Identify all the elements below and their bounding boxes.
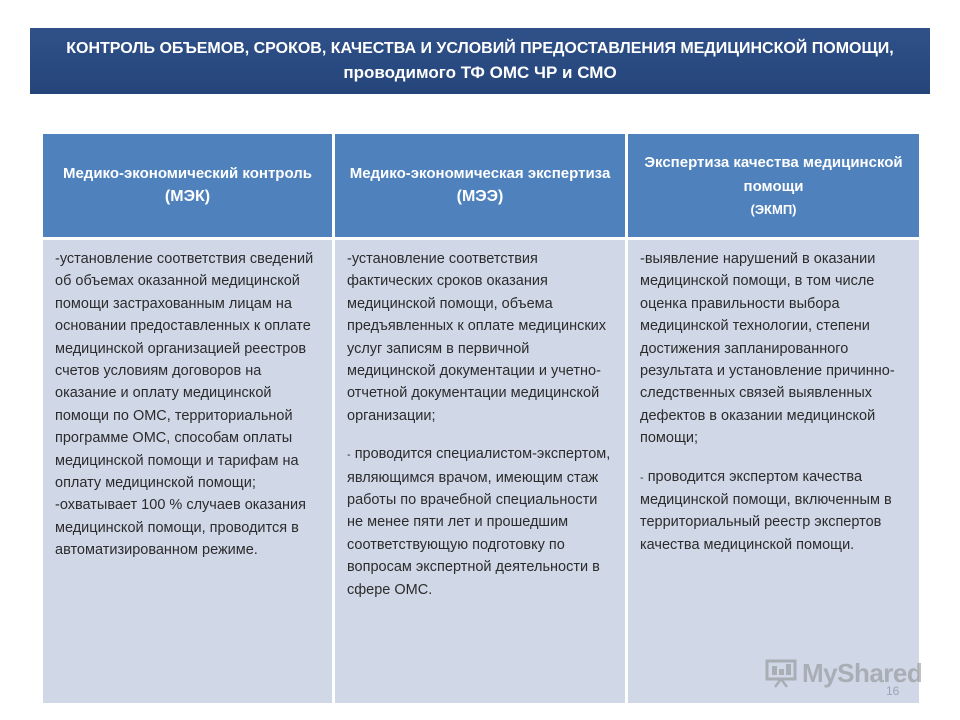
header-mek-abbr: (МЭК) [164, 187, 211, 205]
body-mee [335, 240, 625, 703]
comparison-table [43, 134, 919, 703]
header-ekmp [628, 134, 919, 237]
body-ekmp [628, 240, 919, 703]
header-ekmp-title: Экспертиза качества медицинской помощи [644, 153, 903, 195]
mee-paragraph-1: -установление соответствия фактических сроков оказания медицинской помощи, объема предъявленных к оплате медицинских услуг записям в первичной медицинской документации и учетно-отчетной документации медицинской организации; [347, 251, 607, 424]
header-mee-abbr: (МЭЭ) [456, 187, 504, 205]
watermark-text: MyShared [802, 657, 923, 688]
header-mee-title: Медико-экономическая экспертиза [349, 164, 611, 182]
mee-dash: - [347, 449, 351, 462]
body-mek [43, 240, 332, 703]
mek-paragraph-1: -установление соответствия сведений об объемах оказанной медицинской помощи застрахованным лицам на основании предоставленных к оплате медицинской организацией реестров счетов условиям договоров на оказание и оплату медицинской помощи по ОМС, территориальной программе ОМС, способам оплаты медицинской помощи и тарифам на оплату медицинской помощи; [55, 251, 314, 492]
ekmp-dash: - [640, 471, 644, 484]
ekmp-paragraph-2 [640, 466, 909, 557]
mee-paragraph-2-text: проводится специалистом-экспертом, являющимся врачом, имеющим стаж работы по врачебной специальности не менее пяти лет и прошедшим соответствующую подготовку по вопросам экспертной деятельности в сфере ОМС. [347, 446, 611, 598]
ekmp-paragraph-1: -выявление нарушений в оказании медицинской помощи, в том числе оценка правильности выбора медицинской технологии, степени достижения запланированного результата и установление причинно-следственных связей выявленных дефектов в оказании медицинской помощи; [640, 251, 895, 447]
header-ekmp-abbr: (ЭКМП) [750, 201, 797, 217]
mek-paragraph-2: -охватывает 100 % случаев оказания медицинской помощи, проводится в автоматизированном режиме. [55, 497, 307, 559]
mee-paragraph-2 [347, 443, 615, 601]
presentation-icon [764, 658, 798, 688]
header-mek-title: Медико-экономический контроль [62, 164, 313, 182]
header-mek [43, 134, 332, 237]
slide-title-line1: КОНТРОЛЬ ОБЪЕМОВ, СРОКОВ, КАЧЕСТВА И УСЛОВИЙ ПРЕДОСТАВЛЕНИЯ МЕДИЦИНСКОЙ ПОМОЩИ, [66, 40, 894, 57]
header-mee [335, 134, 625, 237]
ekmp-paragraph-2-text: проводится экспертом качества медицинской помощи, включенным в территориальный реестр экспертов качества медицинской помощи. [640, 468, 892, 553]
slide-title-banner [30, 28, 930, 94]
slide-title-line2: проводимого ТФ ОМС ЧР и СМО [343, 63, 617, 82]
page-number: 16 [886, 684, 900, 698]
